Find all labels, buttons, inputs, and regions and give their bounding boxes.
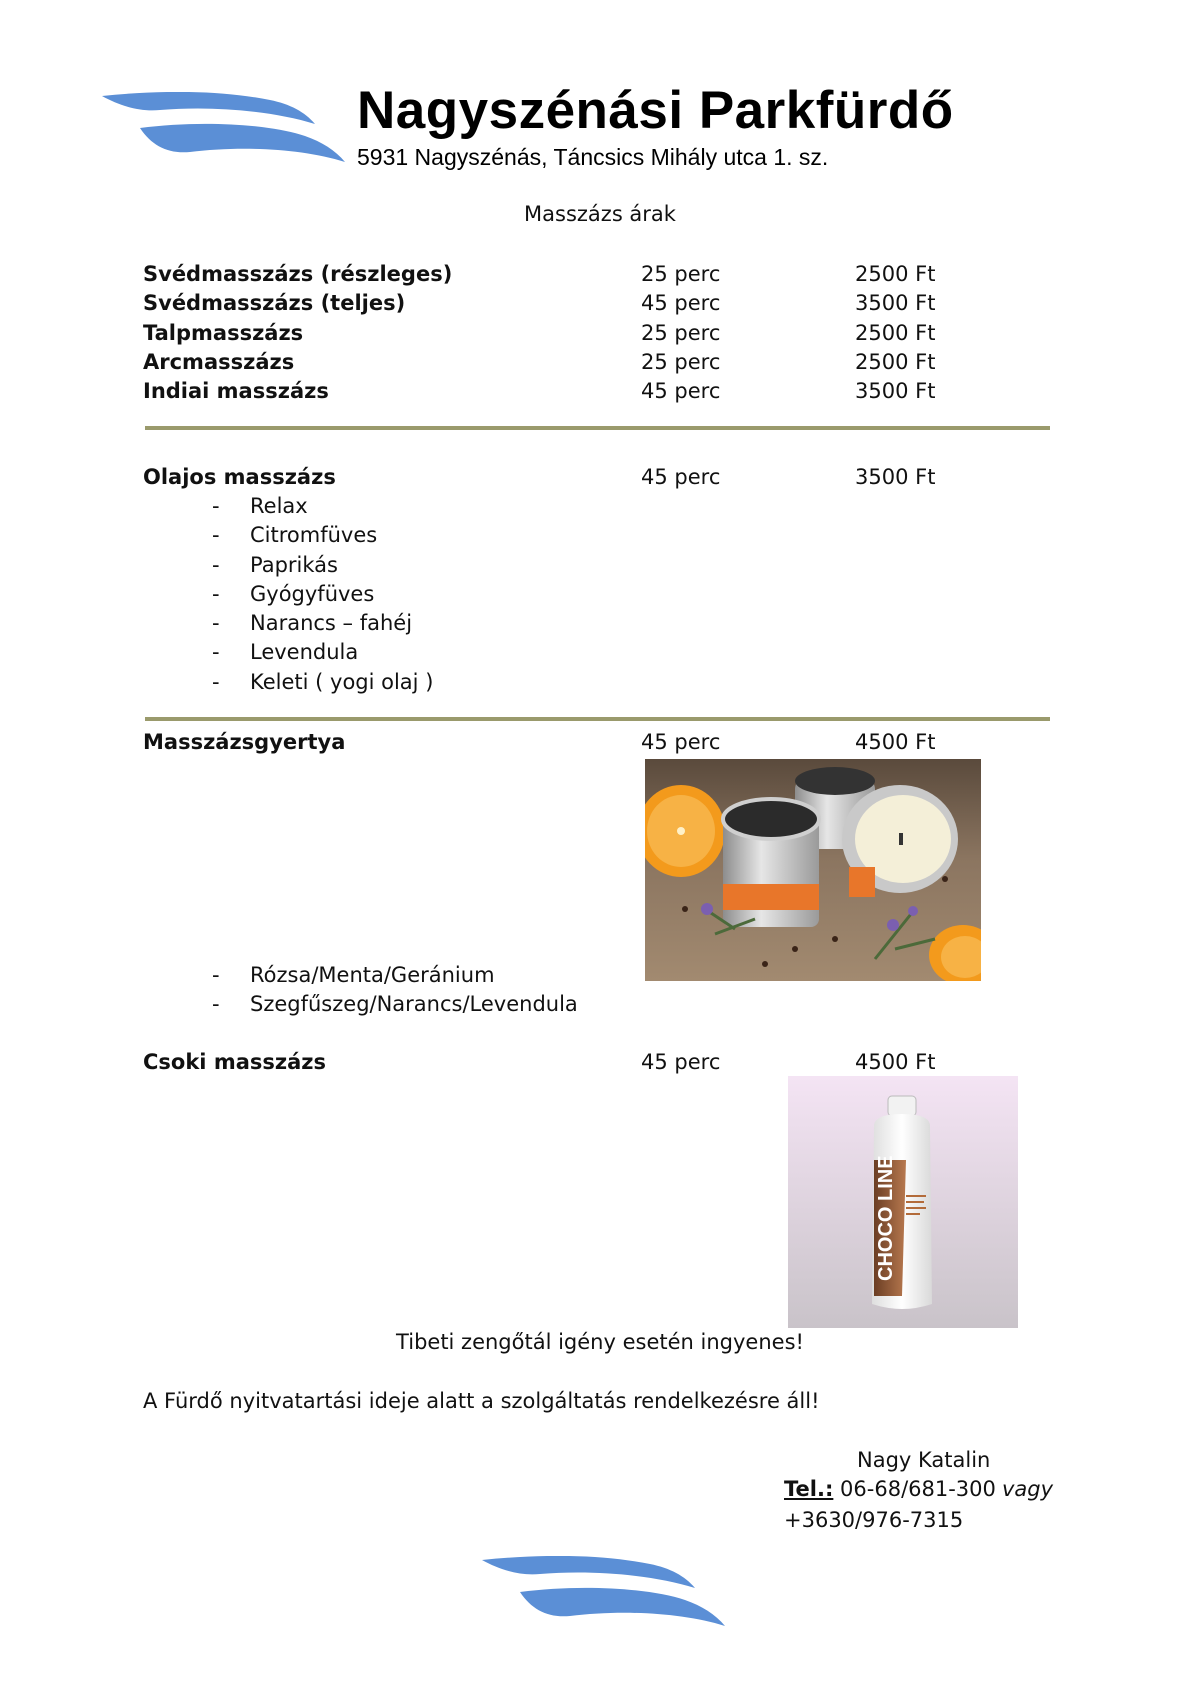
- price-row-choco: [143, 1050, 1043, 1078]
- list-item: - Rózsa/Menta/Geránium: [212, 963, 495, 987]
- choco-bottle-photo: [788, 1076, 1018, 1328]
- service-price: 3500 Ft: [855, 465, 936, 489]
- service-name: Masszázsgyertya: [143, 730, 346, 754]
- list-item: - Gyógyfüves: [212, 582, 375, 606]
- page-title: Nagyszénási Parkfürdő: [357, 81, 954, 140]
- service-duration: 45 perc: [641, 379, 721, 403]
- service-name: Arcmasszázs: [143, 350, 295, 374]
- price-row: [143, 321, 1043, 349]
- service-duration: 45 perc: [641, 291, 721, 315]
- price-row: [143, 291, 1043, 319]
- list-item: - Relax: [212, 494, 308, 518]
- list-item: - Keleti ( yogi olaj ): [212, 670, 434, 694]
- service-duration: 25 perc: [641, 350, 721, 374]
- service-price: 4500 Ft: [855, 1050, 936, 1074]
- service-price: 3500 Ft: [855, 291, 936, 315]
- service-price: 2500 Ft: [855, 321, 936, 345]
- price-row: [143, 350, 1043, 378]
- list-item: - Levendula: [212, 640, 359, 664]
- list-item: - Citromfüves: [212, 523, 378, 547]
- logo-waves-icon: [100, 92, 345, 172]
- price-row: [143, 379, 1043, 407]
- service-duration: 25 perc: [641, 262, 721, 286]
- logo-waves-icon: [480, 1556, 725, 1636]
- opening-note: A Fürdő nyitvatartási ideje alatt a szolgáltatás rendelkezésre áll!: [143, 1389, 820, 1413]
- list-item: - Paprikás: [212, 553, 338, 577]
- service-duration: 45 perc: [641, 730, 721, 754]
- candle-photo: [645, 759, 981, 981]
- price-row: [143, 262, 1043, 290]
- svg-text:CHOCO LINE: CHOCO LINE: [875, 1155, 897, 1281]
- service-name: Svédmasszázs (részleges): [143, 262, 453, 286]
- phone-or: vagy: [1002, 1477, 1054, 1501]
- phone-label: Tel.:: [784, 1477, 834, 1501]
- service-name: Csoki masszázs: [143, 1050, 326, 1074]
- price-row-candle: [143, 730, 1043, 758]
- phone-number-2: +3630/976-7315: [784, 1508, 964, 1532]
- service-price: 2500 Ft: [855, 262, 936, 286]
- tibet-note: Tibeti zengőtál igény esetén ingyenes!: [396, 1330, 804, 1354]
- service-price: 4500 Ft: [855, 730, 936, 754]
- section-heading: Masszázs árak: [524, 202, 676, 226]
- service-name: Talpmasszázs: [143, 321, 304, 345]
- divider: [145, 717, 1050, 721]
- service-name: Indiai masszázs: [143, 379, 329, 403]
- contact-phone: [784, 1477, 1054, 1501]
- service-name: Olajos masszázs: [143, 465, 336, 489]
- service-price: 2500 Ft: [855, 350, 936, 374]
- service-name: Svédmasszázs (teljes): [143, 291, 406, 315]
- price-row-oil: [143, 465, 1043, 493]
- service-price: 3500 Ft: [855, 379, 936, 403]
- service-duration: 45 perc: [641, 1050, 721, 1074]
- phone-number-1: 06-68/681-300: [840, 1477, 996, 1501]
- address: 5931 Nagyszénás, Táncsics Mihály utca 1. sz.: [357, 144, 829, 170]
- divider: [145, 426, 1050, 430]
- service-duration: 45 perc: [641, 465, 721, 489]
- contact-name: Nagy Katalin: [857, 1448, 991, 1472]
- service-duration: 25 perc: [641, 321, 721, 345]
- list-item: - Narancs – fahéj: [212, 611, 413, 635]
- list-item: - Szegfűszeg/Narancs/Levendula: [212, 992, 578, 1016]
